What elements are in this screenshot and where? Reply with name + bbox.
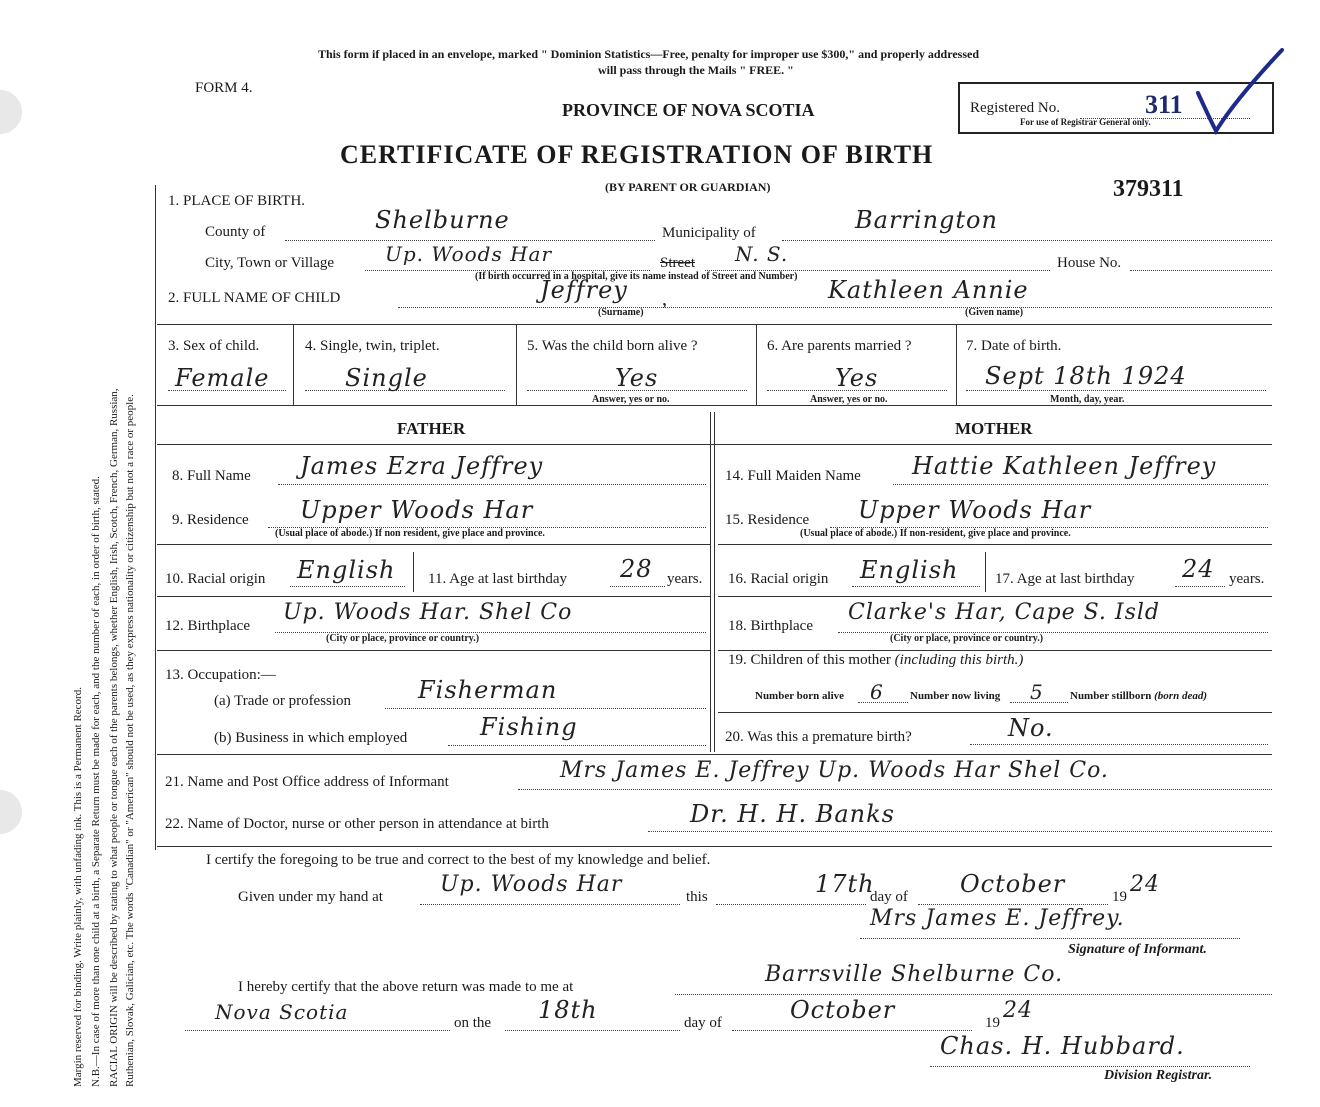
informant-signature: Mrs James E. Jeffrey. bbox=[870, 906, 1125, 931]
county-label: County of bbox=[205, 224, 266, 240]
municipality-label: Municipality of bbox=[662, 225, 756, 241]
father-business-value: Fishing bbox=[480, 713, 578, 741]
father-residence-label: 9. Residence bbox=[172, 512, 249, 528]
mail-notice-2: will pass through the Mails " FREE. " bbox=[598, 63, 794, 77]
certify-statement: I certify the foregoing to be true and correct to the best of my knowledge and belief. bbox=[206, 852, 711, 868]
premature-value: No. bbox=[1008, 714, 1054, 742]
registration-day-of-label: day of bbox=[684, 1015, 722, 1031]
year-value: 24 bbox=[1130, 872, 1160, 897]
father-years-label: years. bbox=[667, 571, 703, 587]
born-alive-value: Yes bbox=[615, 364, 659, 392]
stillborn-label bbox=[1070, 690, 1207, 702]
registrar-signature: Chas. H. Hubbard. bbox=[940, 1032, 1185, 1060]
margin-note-1: Margin reserved for binding. Write plainly, with unfading ink. This is a Permanent Record. bbox=[72, 687, 84, 1087]
born-alive-count-label: Number born alive bbox=[755, 690, 845, 702]
father-racial-label: 10. Racial origin bbox=[165, 571, 266, 587]
day-value: 17th bbox=[815, 870, 875, 898]
father-age-label: 11. Age at last birthday bbox=[428, 571, 567, 587]
stillborn-label-italic: (born dead) bbox=[1154, 690, 1207, 702]
father-name-label: 8. Full Name bbox=[172, 468, 251, 484]
municipality-value: Barrington bbox=[855, 206, 998, 234]
serial-number: 379311 bbox=[1113, 176, 1184, 202]
year-prefix: 19 bbox=[1112, 889, 1127, 905]
county-value: Shelburne bbox=[375, 206, 510, 234]
mother-years-label: years. bbox=[1229, 571, 1265, 587]
father-business-label: (b) Business in which employed bbox=[214, 730, 408, 746]
city-value: Up. Woods Har bbox=[385, 242, 553, 266]
street-label: Street bbox=[660, 255, 695, 271]
margin-note-4: Ruthenian, Slovak, Galician, etc. The words "Canadian" or "American" should not be used, as they express nationality or citizenship but not a race or people. bbox=[124, 394, 136, 1087]
mother-age-label: 17. Age at last birthday bbox=[995, 571, 1135, 587]
multiple-birth-label: 4. Single, twin, triplet. bbox=[305, 338, 440, 354]
mother-name-value: Hattie Kathleen Jeffrey bbox=[912, 452, 1217, 480]
province-value: Nova Scotia bbox=[215, 1000, 349, 1024]
registration-day-value: 18th bbox=[538, 996, 598, 1024]
mother-birthplace-value: Clarke's Har, Cape S. Isld bbox=[848, 600, 1160, 625]
mail-notice-1: This form if placed in an envelope, marked " Dominion Statistics—Free, penalty for improper use $300," and properly addressed bbox=[318, 47, 980, 61]
answer-note: Answer, yes or no. bbox=[810, 394, 888, 405]
month-value: October bbox=[960, 870, 1066, 898]
father-residence-value: Upper Woods Har bbox=[300, 496, 534, 524]
sex-label: 3. Sex of child. bbox=[168, 338, 260, 354]
mother-children-label-italic: (including this birth.) bbox=[894, 652, 1024, 668]
mother-heading: MOTHER bbox=[955, 419, 1033, 438]
given-name-note: (Given name) bbox=[965, 307, 1024, 318]
parents-married-value: Yes bbox=[835, 364, 879, 392]
father-name-value: James Ezra Jeffrey bbox=[300, 452, 544, 480]
mother-racial-label: 16. Racial origin bbox=[728, 571, 829, 587]
father-trade-label: (a) Trade or profession bbox=[214, 693, 352, 709]
mother-age-value: 24 bbox=[1182, 555, 1215, 583]
this-label: this bbox=[686, 889, 708, 905]
form-number: FORM 4. bbox=[195, 80, 253, 96]
given-under-hand-label: Given under my hand at bbox=[238, 889, 383, 905]
answer-note: Answer, yes or no. bbox=[592, 394, 670, 405]
now-living-value: 5 bbox=[1030, 680, 1044, 704]
checkmark-icon bbox=[1190, 45, 1290, 145]
name-comma: , bbox=[662, 288, 667, 310]
certificate-subtitle: (BY PARENT OR GUARDIAN) bbox=[605, 180, 771, 194]
date-note: Month, day, year. bbox=[1050, 394, 1125, 405]
date-of-birth-label: 7. Date of birth. bbox=[966, 338, 1062, 354]
parents-married-label: 6. Are parents married ? bbox=[767, 338, 912, 354]
registrar-place-value: Barrsville Shelburne Co. bbox=[765, 962, 1064, 987]
registration-year-value: 24 bbox=[1003, 998, 1033, 1023]
sex-value: Female bbox=[175, 364, 270, 392]
margin-notes bbox=[0, 0, 150, 1107]
father-trade-value: Fisherman bbox=[418, 676, 558, 704]
born-alive-label: 5. Was the child born alive ? bbox=[527, 338, 698, 354]
registered-value: 311 bbox=[1145, 90, 1183, 119]
city-label: City, Town or Village bbox=[205, 255, 335, 271]
mother-children-label bbox=[728, 652, 1023, 669]
informant-signature-label: Signature of Informant. bbox=[1068, 942, 1207, 957]
place-of-birth-label: 1. PLACE OF BIRTH. bbox=[168, 193, 306, 209]
registered-label: Registered No. bbox=[970, 100, 1060, 116]
registrar-statement: I hereby certify that the above return was made to me at bbox=[238, 979, 574, 995]
given-place-value: Up. Woods Har bbox=[440, 872, 623, 897]
mother-residence-label: 15. Residence bbox=[725, 512, 810, 528]
mother-racial-value: English bbox=[860, 556, 959, 584]
surname-note: (Surname) bbox=[598, 307, 644, 318]
street-value: N. S. bbox=[735, 242, 789, 266]
father-birthplace-value: Up. Woods Har. Shel Co bbox=[283, 600, 573, 625]
division-registrar-label: Division Registrar. bbox=[1104, 1068, 1213, 1083]
born-alive-count-value: 6 bbox=[870, 680, 884, 704]
mother-birthplace-label: 18. Birthplace bbox=[728, 618, 813, 634]
day-of-label: day of bbox=[870, 889, 908, 905]
mother-residence-note: (Usual place of abode.) If non-resident, give place and province. bbox=[800, 528, 1071, 539]
registrar-note: For use of Registrar General only. bbox=[1020, 117, 1151, 127]
informant-label: 21. Name and Post Office address of Informant bbox=[165, 774, 449, 790]
mother-children-label-text: 19. Children of this mother bbox=[728, 652, 891, 668]
doctor-label: 22. Name of Doctor, nurse or other person in attendance at birth bbox=[165, 816, 549, 832]
father-age-value: 28 bbox=[620, 555, 653, 583]
doctor-value: Dr. H. H. Banks bbox=[690, 800, 895, 828]
mother-name-label: 14. Full Maiden Name bbox=[725, 468, 861, 484]
child-name-label: 2. FULL NAME OF CHILD bbox=[168, 290, 341, 306]
province-heading: PROVINCE OF NOVA SCOTIA bbox=[562, 100, 815, 120]
father-birthplace-note: (City or place, province or country.) bbox=[326, 633, 480, 644]
now-living-label: Number now living bbox=[910, 690, 1001, 702]
multiple-birth-value: Single bbox=[345, 364, 428, 392]
margin-note-3: RACIAL ORIGIN will be described by stating to what people or tongue each of the parents belongs, whether English, Irish, Scotch, French, German, Russian, bbox=[108, 388, 120, 1087]
father-birthplace-label: 12. Birthplace bbox=[165, 618, 250, 634]
house-number-label: House No. bbox=[1057, 255, 1122, 271]
father-occupation-label: 13. Occupation:— bbox=[165, 667, 276, 683]
premature-label: 20. Was this a premature birth? bbox=[725, 729, 912, 745]
father-racial-value: English bbox=[297, 556, 396, 584]
hospital-note: (If birth occurred in a hospital, give its name instead of Street and Number) bbox=[475, 271, 798, 282]
informant-value: Mrs James E. Jeffrey Up. Woods Har Shel Co. bbox=[560, 758, 1109, 783]
father-residence-note: (Usual place of abode.) If non resident, give place and province. bbox=[275, 528, 545, 539]
margin-note-2: N.B.—In case of more than one child at a birth, a Separate Return must be made for each, and the number of each, in order of birth, stated. bbox=[90, 476, 102, 1087]
child-given-name-value: Kathleen Annie bbox=[828, 276, 1029, 304]
registration-month-value: October bbox=[790, 996, 896, 1024]
father-heading: FATHER bbox=[397, 419, 466, 438]
on-the-label: on the bbox=[454, 1015, 492, 1031]
mother-residence-value: Upper Woods Har bbox=[858, 496, 1092, 524]
registration-year-prefix: 19 bbox=[985, 1015, 1000, 1031]
child-surname-value: Jeffrey bbox=[540, 276, 628, 304]
certificate-title: CERTIFICATE OF REGISTRATION OF BIRTH bbox=[340, 140, 934, 169]
mother-birthplace-note: (City or place, province or country.) bbox=[890, 633, 1044, 644]
stillborn-label-text: Number stillborn bbox=[1070, 690, 1152, 702]
date-of-birth-value: Sept 18th 1924 bbox=[985, 362, 1187, 390]
